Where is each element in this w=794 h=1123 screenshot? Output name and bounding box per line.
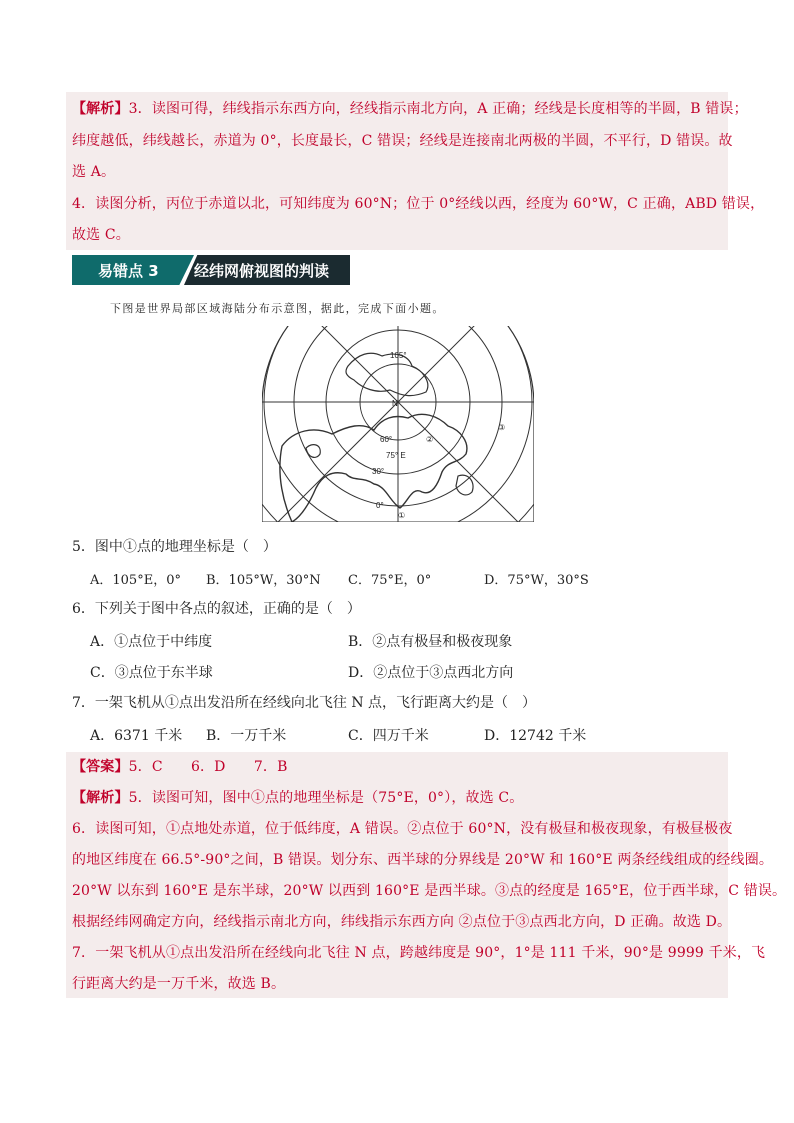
- label-lat60: 60°: [380, 435, 393, 444]
- meridian: [278, 326, 398, 402]
- analysis-line: 行距离大约是一万千米，故选 B。: [72, 976, 286, 992]
- meridian: [398, 326, 518, 402]
- answer-text: 5．C 6．D 7．B: [128, 759, 288, 775]
- question-7: 7．一架飞机从①点出发沿所在经线向北飞往 N 点，飞行距离大约是（ ）: [72, 695, 537, 711]
- section-heading: [72, 253, 352, 287]
- analysis-text: 5．读图可知，图中①点的地理坐标是（75°E，0°），故选 C。: [128, 790, 524, 806]
- landmass-outline: [306, 445, 320, 458]
- option: D．②点位于③点西北方向: [348, 665, 514, 681]
- analysis-tag: 【解析】: [72, 101, 129, 117]
- answer-tag: 【答案】: [72, 759, 129, 775]
- option: B．一万千米: [206, 728, 287, 744]
- analysis-line: [72, 98, 748, 120]
- point-1: ①: [398, 511, 406, 520]
- analysis-line: 根据经纬网确定方向，经线指示南北方向，纬线指示东西方向 ②点位于③点西北方向，D 正确。故选 D。: [72, 914, 732, 930]
- point-3: ③: [498, 423, 506, 432]
- analysis-line: 故选 C。: [72, 227, 130, 243]
- analysis-line: [72, 787, 523, 809]
- option: D．75°W，30°S: [484, 573, 589, 588]
- label-105: 105°: [390, 351, 407, 360]
- question-5: 5．图中①点的地理坐标是（ ）: [72, 539, 277, 555]
- option: C．③点位于东半球: [90, 665, 213, 681]
- label-lon75: 75° E: [386, 451, 406, 460]
- label-lat30: 30°: [372, 467, 385, 476]
- analysis-tag: 【解析】: [72, 790, 129, 806]
- point-2: ②: [426, 435, 434, 444]
- analysis-line: 选 A。: [72, 164, 116, 180]
- analysis-line: 4．读图分析，丙位于赤道以北，可知纬度为 60°N；位于 0°经线以西，经度为 60°W，C 正确，ABD 错误，: [72, 196, 765, 212]
- label-lat0: 0°: [376, 501, 384, 510]
- label-north: N: [392, 399, 398, 408]
- option: A．①点位于中纬度: [90, 634, 213, 650]
- option: B．②点有极昼和极夜现象: [348, 634, 513, 650]
- analysis-line: 纬度越低，纬线越长，赤道为 0°，长度最长，C 错误；经线是连接南北两极的半圆，不平行，D 错误。故: [72, 133, 733, 149]
- landmass-outline: [346, 353, 428, 395]
- option: B．105°W，30°N: [206, 573, 321, 588]
- option: A．105°E，0°: [90, 573, 181, 588]
- analysis-line: 6．读图可知，①点地处赤道，位于低纬度，A 错误。②点位于 60°N，没有极昼和极夜现象，有极昼极夜: [72, 821, 733, 837]
- analysis-line: 7．一架飞机从①点出发沿所在经线向北飞往 N 点，跨越纬度是 90°，1°是 111 千米，90°是 9999 千米，飞: [72, 945, 766, 961]
- landmass-outline: [456, 475, 473, 495]
- option: C．四万千米: [348, 728, 429, 744]
- graticule-map: [262, 326, 534, 522]
- analysis-text: 3．读图可得，纬线指示东西方向，经线指示南北方向，A 正确；经线是长度相等的半圆，B 错误；: [128, 101, 748, 117]
- analysis-line: 20°W 以东到 160°E 是东半球，20°W 以西到 160°E 是西半球。③点的经度是 165°E，位于西半球，C 错误。: [72, 883, 787, 899]
- option: C．75°E，0°: [348, 573, 432, 588]
- option: D．12742 千米: [484, 728, 587, 744]
- intro-text: 下图是世界局部区域海陆分布示意图，据此，完成下面小题。: [110, 302, 445, 315]
- option: A．6371 千米: [90, 728, 183, 744]
- heading-tab-label: 易错点 3: [98, 262, 159, 280]
- analysis-line: 的地区纬度在 66.5°-90°之间，B 错误。划分东、西半球的分界线是 20°W 和 160°E 两条经线组成的经线圈。: [72, 852, 773, 868]
- heading-title: 经纬网俯视图的判读: [194, 262, 330, 280]
- answer-line: [72, 756, 288, 778]
- question-6: 6．下列关于图中各点的叙述，正确的是（ ）: [72, 601, 361, 617]
